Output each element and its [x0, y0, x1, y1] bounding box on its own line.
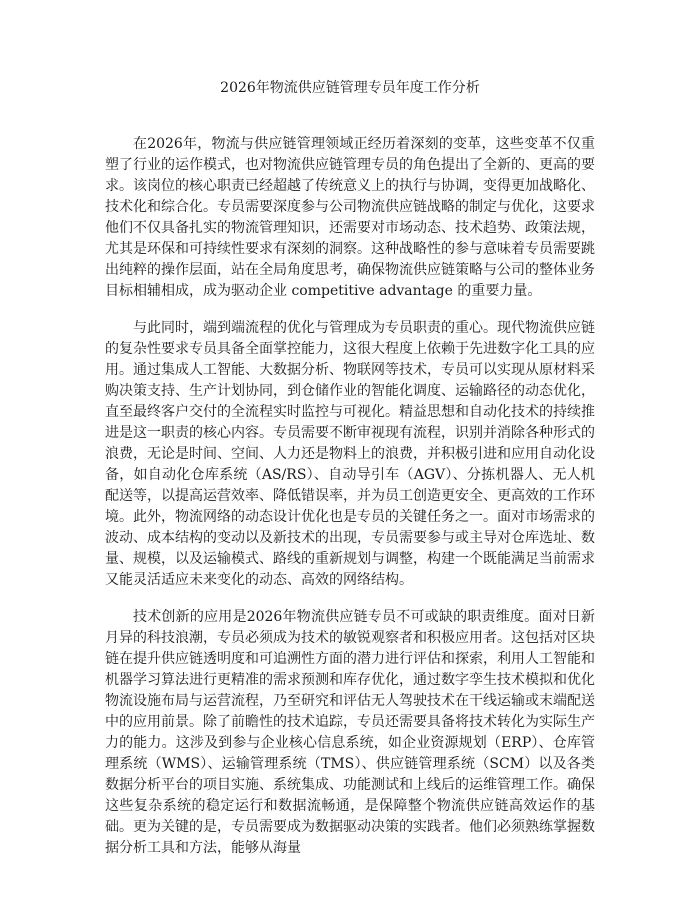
document-title: 2026年物流供应链管理专员年度工作分析	[220, 80, 480, 96]
paragraph-process: 与此同时，端到端流程的优化与管理成为专员职责的重心。现代物流供应链的复杂性要求专员具备全面掌控能力，这很大程度上依赖于先进数字化工具的应用。通过集成人工智能、大数据分析、物联网等技术，专员可以实现从原材料采购决策支持、生产计划协同，到仓储作业的智能化调度、运输路径的动态优化，直至最终客户交付的全流程实时监控与可视化。精益思想和自动化技术的持续推进是这一职责的核心内容。专员需要不断审视现有流程，识别并消除各种形式的浪费，无论是时间、空间、人力还是物料上的浪费，并积极引进和应用自动化设备，如自动化仓库系统（AS/RS）、自动导引车（AGV）、分拣机器人、无人机配送等，以提高运营效率、降低错误率，并为员工创造更安全、更高效的工作环境。此外，物流网络的动态设计优化也是专员的关键任务之一。面对市场需求的波动、成本结构的变动以及新技术的出现，专员需要参与或主导对仓库选址、数量、规模，以及运输模式、路线的重新规划与调整，构建一个既能满足当前需求又能灵活适应未来变化的动态、高效的网络结构。	[105, 320, 595, 588]
paragraph-technology: 技术创新的应用是2026年物流供应链专员不可或缺的职责维度。面对日新月异的科技浪潮，专员必须成为技术的敏锐观察者和积极应用者。这包括对区块链在提升供应链透明度和可追溯性方面的潜力进行评估和探索，利用人工智能和机器学习算法进行更精准的需求预测和库存优化，通过数字孪生技术模拟和优化物流设施布局与运营流程，乃至研究和评估无人驾驶技术在干线运输或末端配送中的应用前景。除了前瞻性的技术追踪，专员还需要具备将技术转化为实际生产力的能力。这涉及到参与企业核心信息系统，如企业资源规划（ERP）、仓库管理系统（WMS）、运输管理系统（TMS）、供应链管理系统（SCM）以及各类数据分析平台的项目实施、系统集成、功能测试和上线后的运维管理工作。确保这些复杂系统的稳定运行和数据流畅通，是保障整个物流供应链高效运作的基础。更为关键的是，专员需要成为数据驱动决策的实践者。他们必须熟练掌握数据分析工具和方法，能够从海量	[105, 609, 595, 856]
paragraph-strategy: 在2026年，物流与供应链管理领域正经历着深刻的变革，这些变革不仅重塑了行业的运作模式，也对物流供应链管理专员的角色提出了全新的、更高的要求。该岗位的核心职责已经超越了传统意义上的执行与协调，变得更加战略化、技术化和综合化。专员需要深度参与公司物流供应链战略的制定与优化，这要求他们不仅具备扎实的物流管理知识，还需要对市场动态、技术趋势、政策法规，尤其是环保和可持续性要求有深刻的洞察。这种战略性的参与意味着专员需要跳出纯粹的操作层面，站在全局角度思考，确保物流供应链策略与公司的整体业务目标相辅相成，成为驱动企业 competitive advantage 的重要力量。	[105, 136, 595, 299]
